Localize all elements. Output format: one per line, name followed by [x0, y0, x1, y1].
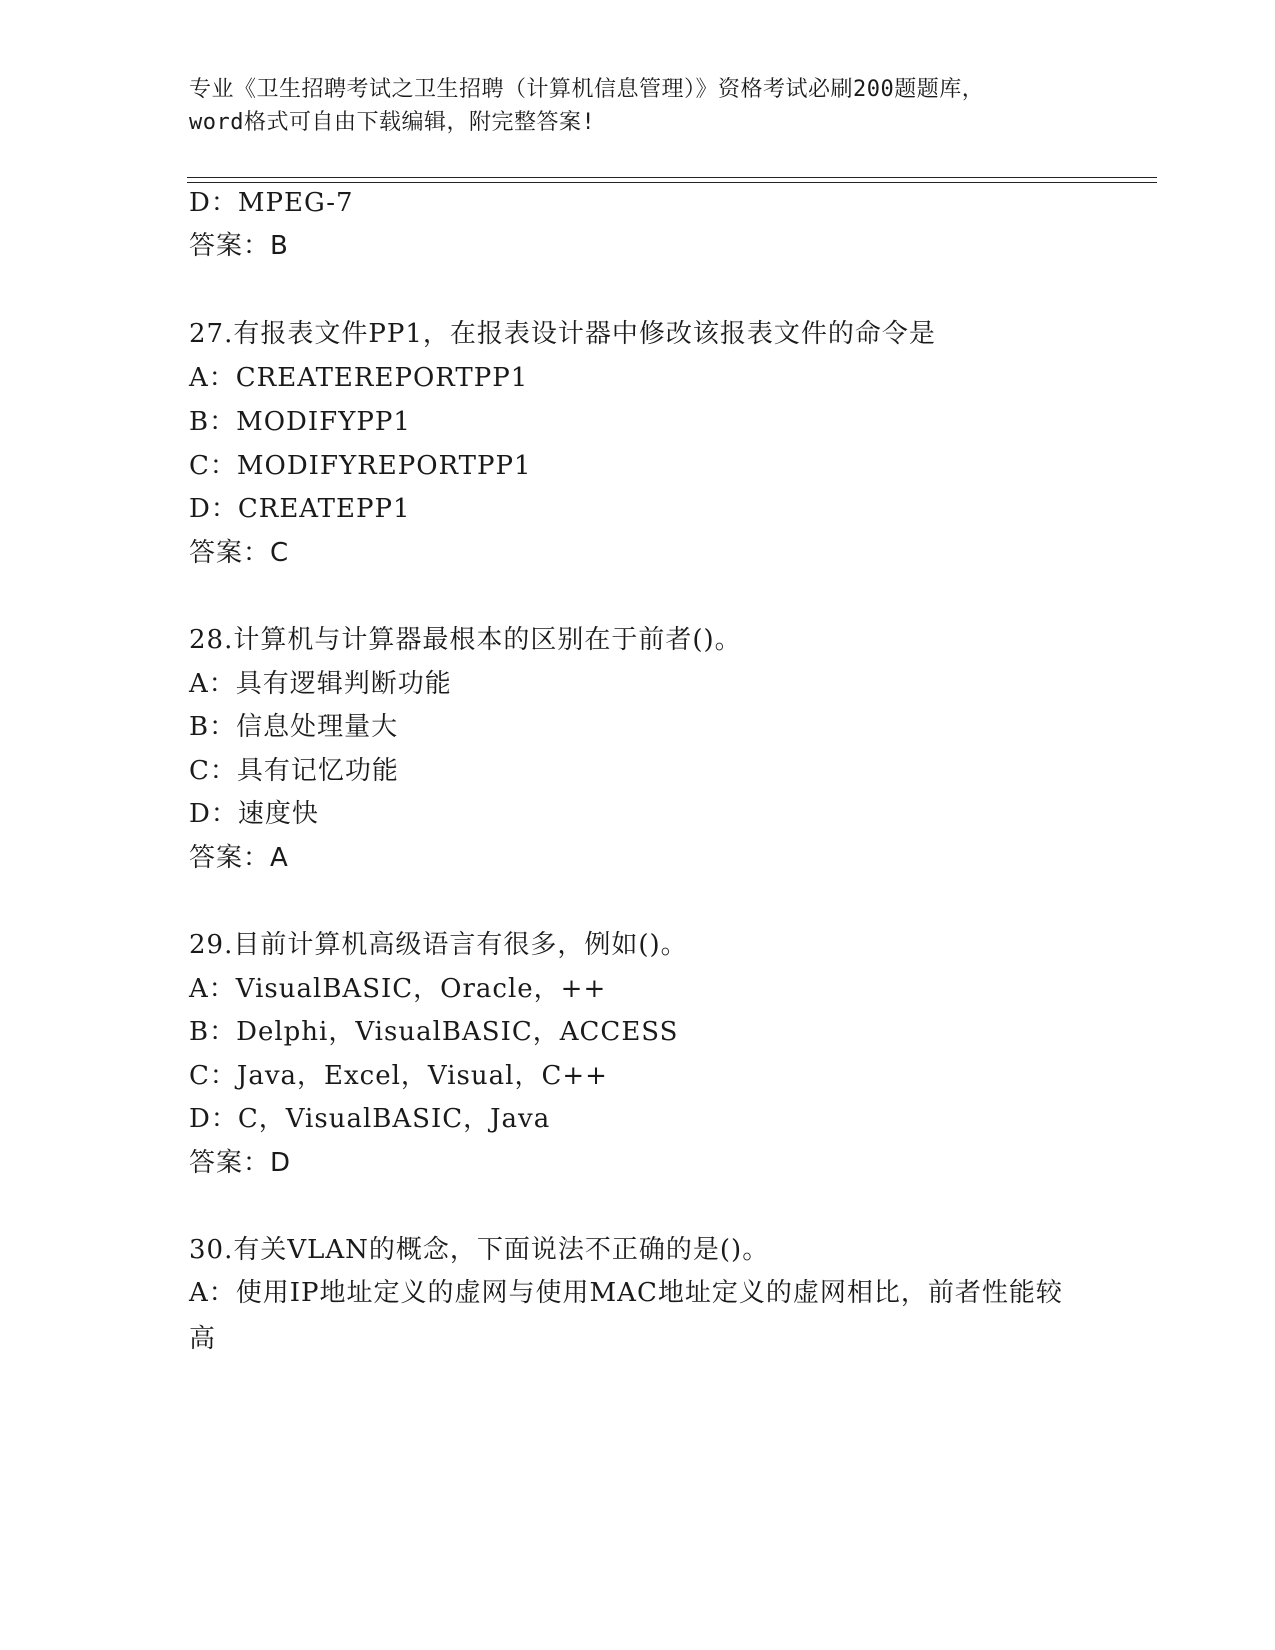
q27-option-c: C：MODIFYREPORTPP1: [189, 451, 532, 481]
q30-stem: 30.有关VLAN的概念，下面说法不正确的是()。: [189, 1235, 770, 1265]
q27-option-a: A：CREATEREPORTPP1: [189, 363, 529, 393]
q26-answer: 答案：B: [189, 231, 289, 261]
q29-option-c: C：Java，Excel，Visual，C++: [189, 1061, 608, 1091]
q28-option-d: D：速度快: [189, 799, 319, 829]
q26-option-d: D：MPEG-7: [189, 188, 354, 218]
q29-answer: 答案：D: [189, 1148, 292, 1178]
header-divider-bottom: [187, 182, 1157, 183]
header-line-1: 专业《卫生招聘考试之卫生招聘（计算机信息管理）》资格考试必刷200题题库，: [189, 77, 985, 102]
q28-answer: 答案：A: [189, 843, 289, 873]
q27-answer: 答案：C: [189, 538, 290, 568]
q29-option-b: B：Delphi，VisualBASIC，ACCESS: [189, 1017, 679, 1047]
q29-option-d: D：C，VisualBASIC，Java: [189, 1104, 551, 1134]
header-line-2: word格式可自由下载编辑，附完整答案!: [189, 110, 596, 135]
q28-option-a: A：具有逻辑判断功能: [189, 669, 452, 699]
q27-stem: 27.有报表文件PP1，在报表设计器中修改该报表文件的命令是: [189, 319, 936, 349]
q30-option-a: A：使用IP地址定义的虚网与使用MAC地址定义的虚网相比，前者性能较高: [189, 1278, 1063, 1354]
header-divider-top: [187, 177, 1157, 178]
q28-option-c: C：具有记忆功能: [189, 756, 399, 786]
q27-option-d: D：CREATEPP1: [189, 494, 411, 524]
q29-option-a: A：VisualBASIC，Oracle，++: [189, 974, 607, 1004]
q27-option-b: B：MODIFYPP1: [189, 407, 411, 437]
q28-option-b: B：信息处理量大: [189, 712, 399, 742]
document-header: [189, 73, 1089, 139]
q29-stem: 29.目前计算机高级语言有很多，例如()。: [189, 930, 688, 960]
q28-stem: 28.计算机与计算器最根本的区别在于前者()。: [189, 625, 742, 655]
